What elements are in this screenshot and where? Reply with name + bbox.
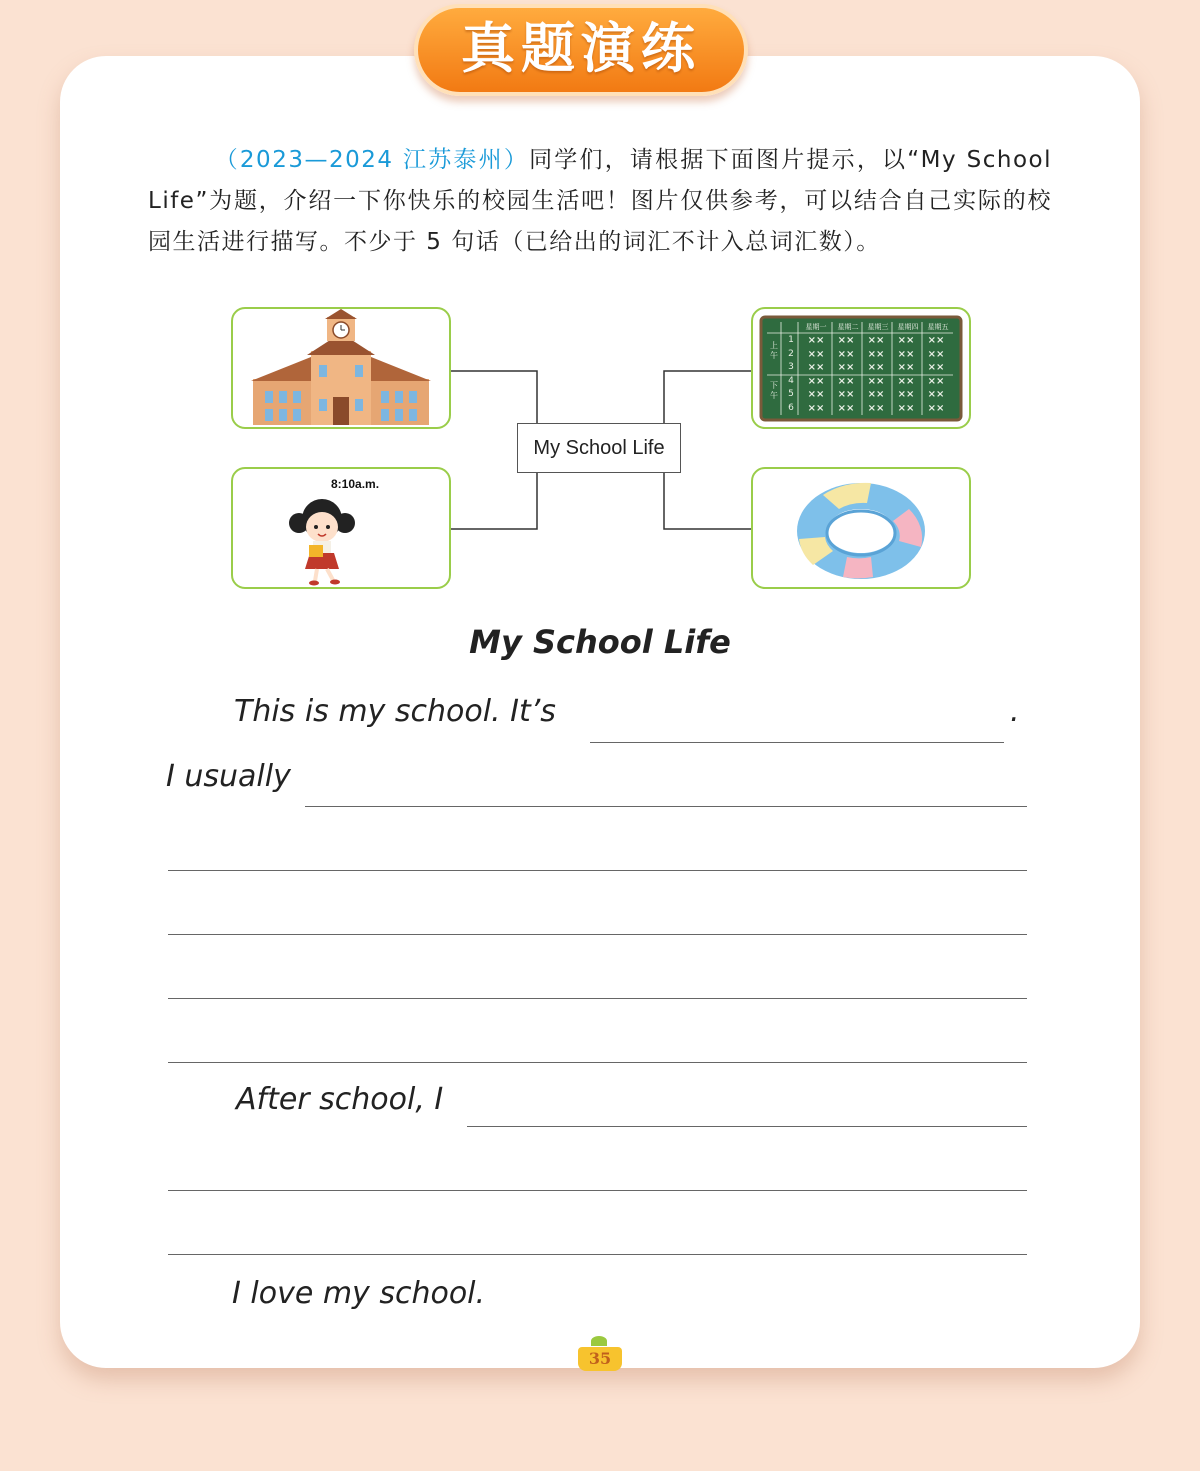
- timetable-cell: ××: [897, 362, 915, 373]
- timetable-cell: ××: [897, 348, 915, 360]
- period-number: 1: [788, 335, 794, 345]
- timetable-row: [801, 334, 956, 348]
- timetable-cell: ××: [837, 348, 855, 360]
- answer-writing-line[interactable]: [168, 1062, 1027, 1063]
- timetable-cell: ××: [927, 362, 945, 373]
- timetable-periods: [784, 334, 798, 415]
- mindmap-connectors: [0, 0, 1200, 600]
- timetable-cell: ××: [837, 335, 855, 346]
- timetable-cell: ××: [807, 348, 825, 360]
- mindmap-center: My School Life: [517, 423, 681, 473]
- period-number: 3: [788, 362, 794, 372]
- timetable-cell: ××: [897, 375, 915, 387]
- answer-writing-line[interactable]: [168, 934, 1027, 935]
- prompt-source: （2023—2024 江苏泰州）: [214, 147, 530, 173]
- timetable-cell: ××: [897, 389, 915, 400]
- period-number: 4: [788, 375, 794, 386]
- timetable-header: 星期四: [897, 323, 919, 331]
- timetable-cell: ××: [897, 335, 915, 346]
- timetable-header: 星期五: [927, 323, 949, 331]
- essay-closing: I love my school.: [232, 1276, 486, 1311]
- timetable-row: [801, 361, 956, 375]
- leaf-decoration-icon: [591, 1336, 607, 1346]
- period-number: 6: [788, 402, 794, 413]
- timetable-cell: ××: [867, 375, 885, 387]
- page-number: 35: [578, 1347, 622, 1371]
- timetable-cell: ××: [807, 375, 825, 387]
- timetable-cell: ××: [867, 348, 885, 360]
- timetable-morning: 上午: [770, 341, 778, 360]
- timetable-cell: ××: [867, 335, 885, 346]
- answer-writing-line[interactable]: [168, 1254, 1027, 1255]
- swim-ring-icon: [753, 469, 969, 587]
- timetable-cell: ××: [807, 402, 825, 414]
- swim-ring-picture-box: [751, 467, 971, 589]
- school-picture-box: [231, 307, 451, 429]
- timetable-cell: ××: [927, 402, 945, 414]
- timetable-cell: ××: [807, 389, 825, 400]
- school-building-icon: [233, 309, 449, 427]
- timetable-header: 星期二: [837, 323, 859, 331]
- timetable-header: 星期三: [867, 323, 889, 331]
- timetable-afternoon: 下午: [770, 381, 778, 400]
- answer-writing-line[interactable]: [168, 870, 1027, 871]
- section-banner: 真题演练: [414, 4, 748, 96]
- essay-line1-start: This is my school. It’s: [234, 694, 556, 729]
- essay-title: My School Life: [469, 623, 731, 661]
- answer-blank-line[interactable]: [590, 742, 1004, 743]
- answer-writing-line[interactable]: [168, 1190, 1027, 1191]
- period-number: 5: [788, 389, 794, 399]
- period-number: 2: [788, 348, 794, 359]
- timetable-cell: ××: [837, 362, 855, 373]
- timetable-cell: ××: [867, 402, 885, 414]
- essay-line1-end: .: [1010, 694, 1020, 729]
- timetable-cells: [801, 334, 956, 415]
- timetable-cell: ××: [897, 402, 915, 414]
- timetable-row: [801, 388, 956, 402]
- time-label: 8:10a.m.: [331, 477, 380, 491]
- timetable-cell: ××: [867, 362, 885, 373]
- answer-blank-line[interactable]: [305, 806, 1027, 807]
- timetable-cell: ××: [867, 389, 885, 400]
- timetable-header: 星期一: [805, 323, 827, 331]
- timetable-row: [801, 402, 956, 416]
- timetable-cell: ××: [837, 375, 855, 387]
- timetable-cell: ××: [927, 375, 945, 387]
- timetable-cell: ××: [927, 348, 945, 360]
- timetable-cell: ××: [927, 389, 945, 400]
- prompt-body: 同学们，请根据下面图片提示，以“My School Life”为题，介绍一下你快乐的校园生活吧！图片仅供参考，可以结合自己实际的校园生活进行描写。不少于 5 句话（已给出的词汇不计入总词汇数）。: [148, 147, 1052, 255]
- timetable-cell: ××: [927, 335, 945, 346]
- girl-picture-box: [231, 467, 451, 589]
- timetable-row: [801, 348, 956, 362]
- essay-line3-start: After school, I: [236, 1082, 444, 1117]
- timetable-picture-box: [751, 307, 971, 429]
- timetable-cell: ××: [837, 389, 855, 400]
- timetable-cell: ××: [807, 335, 825, 346]
- answer-blank-line[interactable]: [467, 1126, 1027, 1127]
- timetable-cell: ××: [837, 402, 855, 414]
- essay-line2-start: I usually: [166, 759, 291, 794]
- timetable-row: [801, 375, 956, 389]
- timetable-text: [753, 309, 969, 427]
- timetable-cell: ××: [807, 362, 825, 373]
- answer-writing-line[interactable]: [168, 998, 1027, 999]
